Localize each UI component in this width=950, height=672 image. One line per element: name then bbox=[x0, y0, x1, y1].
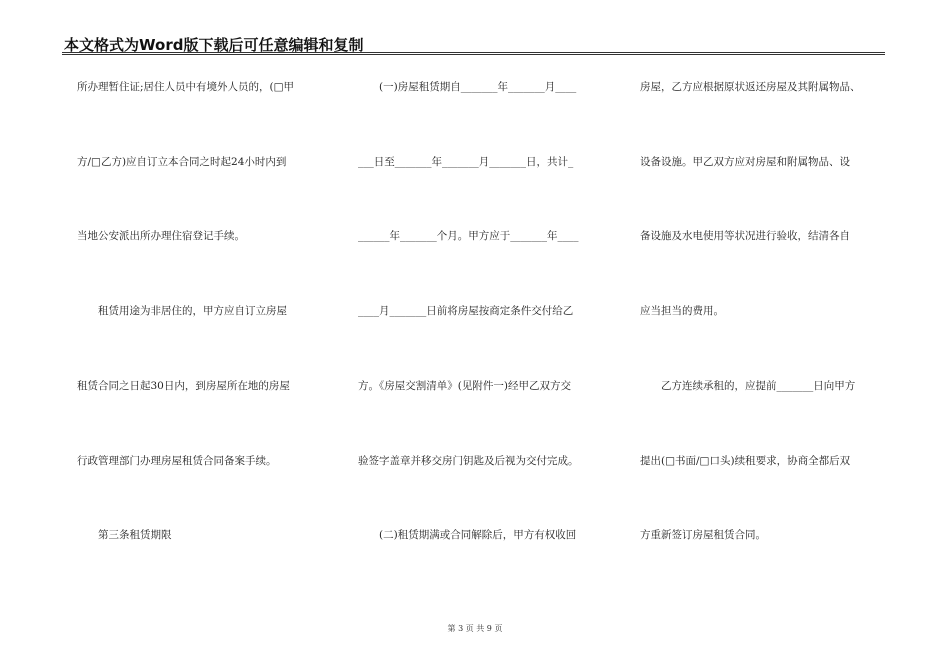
header-title: 本文格式为Word版下载后可任意编辑和复制 bbox=[64, 36, 364, 54]
header-rule-bottom bbox=[62, 54, 885, 55]
paragraph-line: 验签字盖章并移交房门钥匙及后视为交付完成。 bbox=[358, 455, 579, 467]
paragraph-line: ___日至_______年_______月_______日，共计_ bbox=[358, 156, 574, 168]
paragraph-line: 备设施及水电使用等状况进行验收，结清各自 bbox=[640, 230, 850, 242]
paragraph-line: (二)租赁期满或合同解除后，甲方有权收回 bbox=[358, 529, 577, 541]
paragraph-line: 应当担当的费用。 bbox=[640, 305, 724, 317]
paragraph-line: (一)房屋租赁期自_______年_______月____ bbox=[358, 81, 577, 93]
paragraph-line: 租赁合同之日起30日内，到房屋所在地的房屋 bbox=[77, 380, 290, 392]
paragraph-line: 设备设施。甲乙双方应对房屋和附属物品、设 bbox=[640, 156, 850, 168]
paragraph-line: 租赁用途为非居住的，甲方应自订立房屋 bbox=[77, 305, 287, 317]
paragraph-line: ____月_______日前将房屋按商定条件交付给乙 bbox=[358, 305, 574, 317]
paragraph-line: 方重新签订房屋租赁合同。 bbox=[640, 529, 766, 541]
header-rule-top bbox=[62, 52, 885, 53]
paragraph-line: 房屋，乙方应根据原状返还房屋及其附属物品、 bbox=[640, 81, 861, 93]
paragraph-line: 行政管理部门办理房屋租赁合同备案手续。 bbox=[77, 455, 277, 467]
paragraph-line: 方/□乙方)应自订立本合同之时起24小时内到 bbox=[77, 156, 287, 168]
paragraph-line: ______年_______个月。甲方应于_______年____ bbox=[358, 230, 579, 242]
page-number: 第 3 页 共 9 页 bbox=[447, 624, 503, 633]
section-heading: 第三条租赁期限 bbox=[77, 529, 172, 541]
paragraph-line: 提出(□书面/□口头)续租要求，协商全都后双 bbox=[640, 455, 851, 467]
paragraph-line: 方。《房屋交割清单》(见附件一)经甲乙双方交 bbox=[358, 380, 571, 392]
paragraph-line: 所办理暂住证;居住人员中有境外人员的，(□甲 bbox=[77, 81, 295, 93]
paragraph-line: 当地公安派出所办理住宿登记手续。 bbox=[77, 230, 245, 242]
paragraph-line: 乙方连续承租的，应提前_______日向甲方 bbox=[640, 380, 856, 392]
